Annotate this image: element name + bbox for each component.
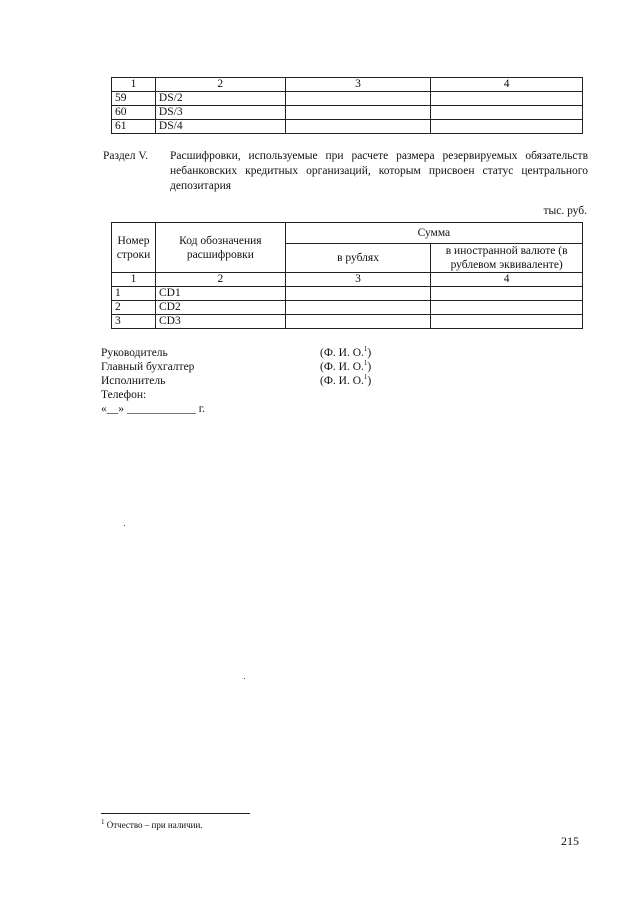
signature-block	[101, 346, 205, 416]
signature-role: Руководитель	[101, 347, 168, 359]
row-code: DS/4	[155, 120, 285, 134]
fio-placeholder: (Ф. И. О.$^1$)	[320, 345, 372, 359]
row-number: 59	[112, 92, 156, 106]
column-number: 3	[285, 273, 431, 287]
row-number: 3	[112, 315, 156, 329]
table-row	[112, 315, 583, 329]
row-code: CD1	[155, 287, 285, 301]
empty-cell	[431, 315, 583, 329]
fio-column	[320, 346, 371, 388]
empty-cell	[431, 92, 583, 106]
empty-cell	[285, 287, 431, 301]
date-line: «__» ____________ г.	[101, 403, 206, 415]
column-header-foreign: в иностранной валюте (в рублевом эквиваленте)	[431, 244, 583, 273]
row-code: DS/3	[155, 106, 285, 120]
table-decodings	[111, 222, 583, 329]
column-header-number: Номер строки	[112, 223, 156, 273]
empty-cell	[431, 106, 583, 120]
empty-cell	[431, 287, 583, 301]
section-text: Расшифровки, используемые при расчете размера резервируемых обязательств небанковских кредитных организаций, которым присвоен статус центрального депозитария	[170, 150, 588, 192]
fio-placeholder: (Ф. И. О.$^1$)	[320, 359, 372, 373]
table-row	[112, 301, 583, 315]
units-label: тыс. руб.	[543, 205, 587, 217]
empty-cell	[431, 120, 583, 134]
scan-speck	[244, 678, 245, 679]
footnote-text: Отчество – при наличии.	[106, 820, 203, 830]
column-number: 1	[112, 273, 156, 287]
section-heading	[103, 149, 588, 194]
page-number: 215	[561, 834, 579, 848]
column-number: 4	[431, 273, 583, 287]
column-header-rubles: в рублях	[285, 244, 431, 273]
table-row	[112, 287, 583, 301]
signature-role: Главный бухгалтер	[101, 361, 195, 373]
row-number: 1	[112, 287, 156, 301]
column-header-code: Код обозначения расшифровки	[155, 223, 285, 273]
column-header-sum: Сумма	[285, 223, 582, 244]
empty-cell	[285, 120, 431, 134]
column-number: 2	[155, 273, 285, 287]
table-row	[112, 106, 583, 120]
table-number-row	[112, 273, 583, 287]
row-code: CD2	[155, 301, 285, 315]
footnote-mark: 1	[101, 818, 105, 826]
empty-cell	[285, 106, 431, 120]
table-top-continuation	[111, 77, 583, 134]
column-number: 3	[285, 78, 431, 92]
empty-cell	[285, 301, 431, 315]
row-number: 2	[112, 301, 156, 315]
column-number: 4	[431, 78, 583, 92]
signature-role: Телефон:	[101, 389, 147, 401]
footnote	[101, 820, 203, 830]
column-number: 2	[155, 78, 285, 92]
row-code: DS/2	[155, 92, 285, 106]
section-label: Раздел V.	[103, 150, 149, 162]
table-row	[112, 120, 583, 134]
empty-cell	[285, 315, 431, 329]
scan-speck	[124, 525, 125, 526]
row-code: CD3	[155, 315, 285, 329]
column-number: 1	[112, 78, 156, 92]
table-row	[112, 92, 583, 106]
table-number-row	[112, 78, 583, 92]
row-number: 60	[112, 106, 156, 120]
empty-cell	[285, 92, 431, 106]
row-number: 61	[112, 120, 156, 134]
footnote-separator	[101, 813, 250, 814]
table-header-row	[112, 223, 583, 244]
fio-placeholder: (Ф. И. О.$^1$)	[320, 373, 372, 387]
signature-role: Исполнитель	[101, 375, 166, 387]
empty-cell	[431, 301, 583, 315]
